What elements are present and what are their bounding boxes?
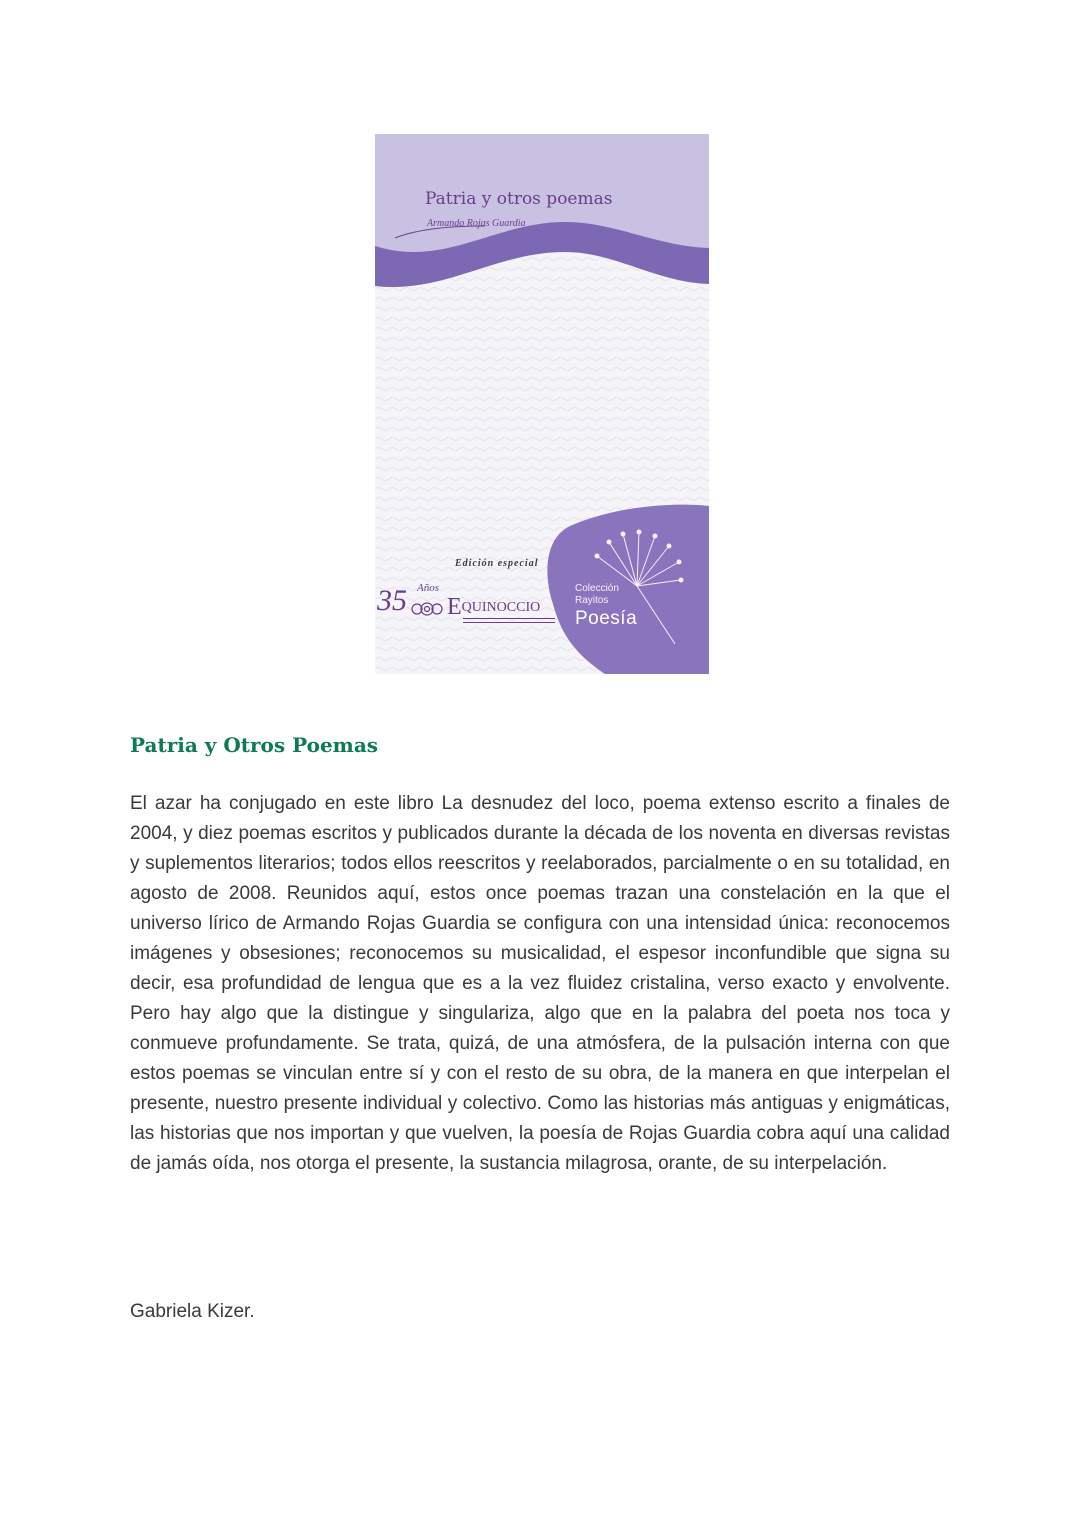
collection-badge: [575, 583, 637, 631]
publisher-rule: [463, 618, 555, 623]
cover-author: Armando Rojas Guardia: [427, 218, 526, 229]
publisher-logo: [377, 582, 557, 632]
cover-special-edition: Edición especial: [455, 558, 539, 569]
rosette-icon: [407, 598, 447, 620]
collection-name: Poesía: [575, 608, 638, 629]
book-title-heading: Patria y Otros Poemas: [130, 733, 379, 758]
author-signature: Gabriela Kizer.: [130, 1301, 255, 1322]
anniversary-number: 35: [377, 584, 407, 617]
book-description: El azar ha conjugado en este libro La desnudez del loco, poema extenso escrito a finales de 2004, y diez poemas escritos y publicados durante la década de los noventa en diversas revistas y suplementos literarios; todos ellos reescritos y reelaborados, parcialmente o en su totalidad, en agosto de 2008. Reunidos aquí, estos once poemas trazan una constelación en la que el universo lírico de Armando Rojas Guardia se configura con una intensidad única: reconocemos imágenes y obsesiones; reconocemos su musicalidad, el espesor inconfundible que signa su decir, esa profundidad de lengua que es a la vez fluidez cristalina, verso exacto y envolvente. Pero hay algo que la distingue y singulariza, algo que en la palabra del poeta nos toca y conmueve profundamente. Se trata, quizá, de una atmósfera, de la pulsación interna con que estos poemas se vinculan entre sí y con el resto de su obra, de la manera en que interpelan el presente, nuestro presente individual y colectivo. Como las historias más antiguas y enigmáticas, las historias que nos importan y que vuelven, la poesía de Rojas Guardia cobra aquí una calidad de jamás oída, nos otorga el presente, la sustancia milagrosa, orante, de su interpelación.: [130, 793, 950, 1174]
publisher-rest: QUINOCCIO: [461, 600, 541, 615]
anniversary-word: Años: [417, 582, 439, 594]
publisher-name: [447, 595, 540, 619]
cover-title: Patria y otros poemas: [425, 189, 613, 209]
book-cover-image: [375, 134, 709, 674]
collection-label: Colección: [575, 583, 619, 594]
publisher-initial: E: [447, 594, 462, 620]
collection-series: Rayitos: [575, 595, 609, 606]
